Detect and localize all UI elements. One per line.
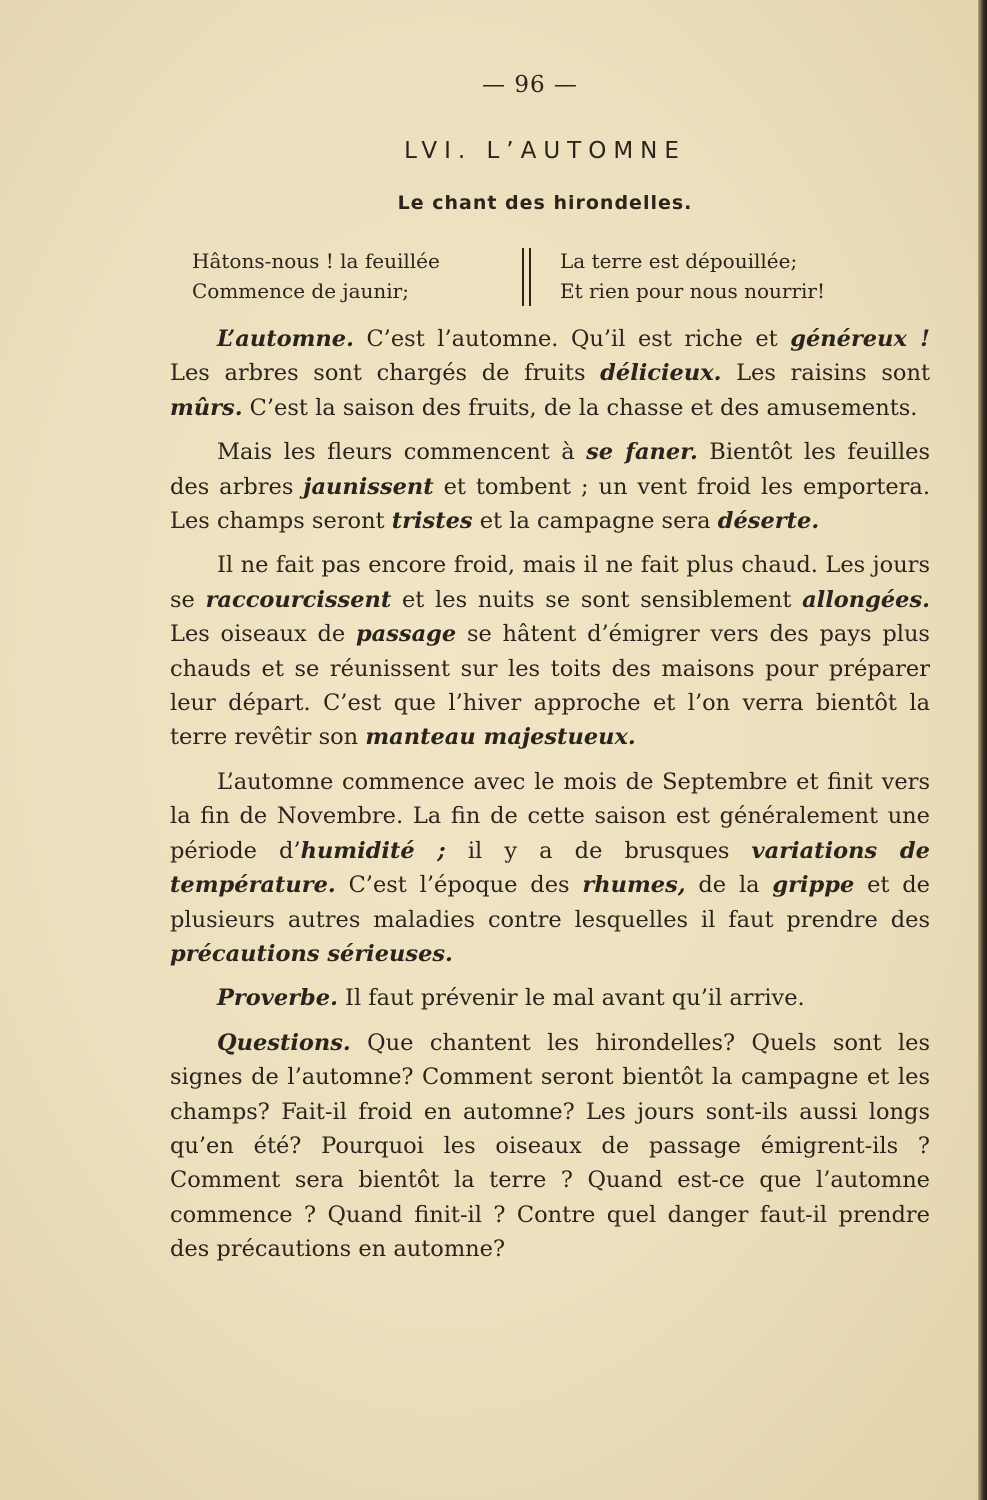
emphasis: délicieux. xyxy=(600,360,722,387)
verse-line: Et rien pour nous nourrir! xyxy=(560,279,826,303)
text-run: C’est l’époque des xyxy=(335,872,583,899)
verse-right-column xyxy=(560,246,920,306)
emphasis: jaunissent xyxy=(303,473,434,500)
paragraph-intro xyxy=(170,322,930,425)
emphasis: variations de température. xyxy=(170,837,930,899)
emphasis: raccourcissent xyxy=(205,586,392,613)
text-run: Il faut prévenir le mal avant qu’il arrive. xyxy=(337,985,805,1012)
text-run: Il ne fait pas encore froid, mais il ne fait plus chaud. Les jours se xyxy=(170,552,930,613)
lead-term: Questions. xyxy=(217,1029,351,1056)
verse-line: La terre est dépouillée; xyxy=(560,249,798,273)
emphasis: précautions sérieuses. xyxy=(170,940,453,967)
emphasis: généreux ! xyxy=(790,326,930,352)
verse-block xyxy=(188,246,908,306)
paragraph-days xyxy=(170,548,930,754)
paragraph-questions xyxy=(170,1026,930,1267)
text-run: Que chantent les hirondelles? Quels sont les signes de l’automne? Comment seront bientôt la campagne et les champs? Fait-il froid en automne? Les jours sont-ils aussi longs qu’en été? Pourquoi les oiseaux de passage émigrent-ils ? Comment sera bientôt la terre ? Quand est-ce que l’automne commence ? Quand finit-il ? Contre quel danger faut-il prendre des précautions en automne? xyxy=(170,1029,930,1263)
emphasis: grippe xyxy=(772,872,855,899)
text-run: et de plusieurs autres maladies contre lesquelles il faut prendre des xyxy=(170,872,930,933)
text-run: se hâtent d’émigrer vers des pays plus chauds et se réunissent sur les toits des maisons pour préparer leur départ. C’est que l’hiver approche et l’on verra bientôt la terre revêtir son xyxy=(170,621,930,751)
text-run: Les raisins sont xyxy=(721,360,930,387)
paragraph-proverb xyxy=(170,981,930,1015)
verse-separator xyxy=(522,248,531,306)
text-run: L’automne commence avec le mois de Septembre et finit vers la fin de Novembre. La fin de cette saison est généralement une période d’ xyxy=(170,768,930,864)
verse-left-column xyxy=(192,246,512,306)
emphasis: humidité ; xyxy=(300,837,446,864)
page-number: — 96 — xyxy=(482,72,578,98)
text-run: de la xyxy=(685,872,773,899)
text-run: et les nuits se sont sensiblement xyxy=(391,586,803,613)
paragraph-season xyxy=(170,765,930,971)
emphasis: manteau majestueux. xyxy=(365,724,636,751)
lead-term: L’automne. xyxy=(217,326,354,352)
text-run: Les arbres sont chargés de fruits xyxy=(170,360,601,387)
emphasis: passage xyxy=(355,621,457,648)
emphasis: déserte. xyxy=(717,508,820,535)
text-run: et la campagne sera xyxy=(472,508,718,535)
text-run: C’est la saison des fruits, de la chasse et des amusements. xyxy=(242,394,918,421)
emphasis: se faner. xyxy=(586,439,698,466)
verse-line: Hâtons-nous ! la feuillée xyxy=(192,249,440,273)
text-run: Les oiseaux de xyxy=(170,621,356,648)
emphasis: tristes xyxy=(391,508,473,535)
body-text xyxy=(170,322,930,1277)
chapter-title: LVI. L’AUTOMNE xyxy=(404,138,686,164)
text-run: Bientôt les feuilles des arbres xyxy=(170,439,931,500)
verse-line: Commence de jaunir; xyxy=(192,279,409,303)
emphasis: allongées. xyxy=(802,586,930,613)
chapter-subtitle: Le chant des hirondelles. xyxy=(397,192,693,214)
text-run: et tombent ; un vent froid les emportera. Les champs seront xyxy=(170,473,930,535)
lead-term: Proverbe. xyxy=(217,985,338,1012)
emphasis: rhumes, xyxy=(582,872,686,899)
text-run: il y a de brusques xyxy=(445,837,752,864)
emphasis: mûrs. xyxy=(170,394,243,421)
text-run: Mais les fleurs commencent à xyxy=(217,439,587,466)
text-run: C’est l’automne. Qu’il est riche et xyxy=(353,326,791,352)
page-edge xyxy=(978,0,987,1500)
paragraph-flowers xyxy=(170,435,930,538)
